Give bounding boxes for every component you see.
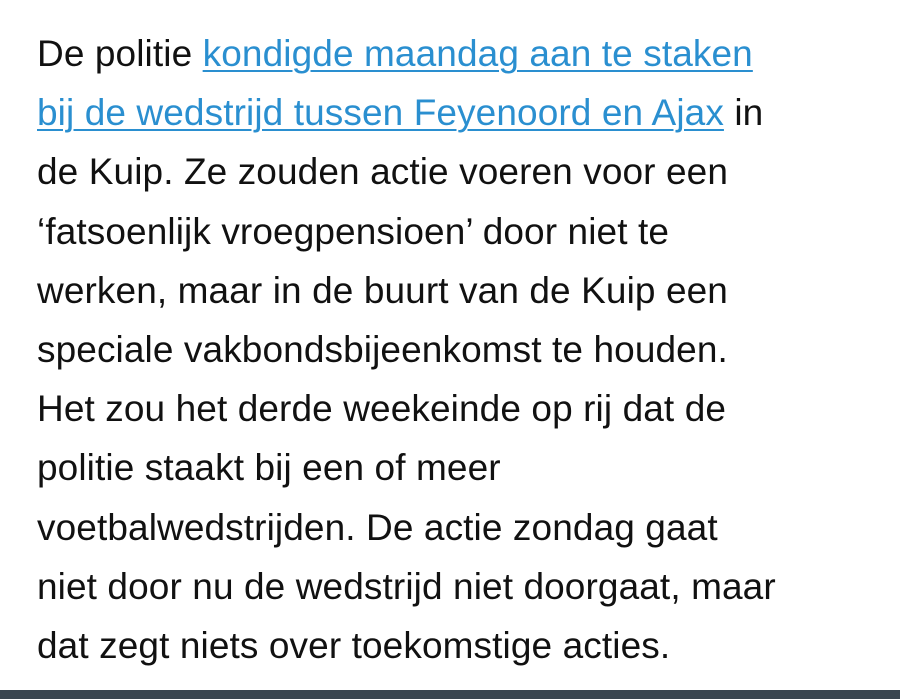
article-line-9: voetbalwedstrijden. De actie zondag gaat — [37, 506, 718, 548]
article-line-8: politie staakt bij een of meer — [37, 447, 501, 489]
article-line-4: ‘fatsoenlijk vroegpensioen’ door niet te — [37, 210, 670, 252]
article-text: in — [723, 92, 764, 134]
article-line-5: werken, maar in de buurt van de Kuip een — [37, 269, 728, 311]
article-line-11: dat zegt niets over toekomstige acties. — [37, 625, 671, 667]
article-line-2 — [37, 83, 867, 142]
article-line-1 — [37, 24, 867, 83]
article-paragraph — [37, 24, 867, 675]
article-line-7: Het zou het derde weekeinde op rij dat de — [37, 388, 727, 430]
bottom-bar — [0, 690, 900, 699]
article-text: De politie — [37, 33, 203, 74]
article-line-6: speciale vakbondsbijeenkomst te houden. — [37, 329, 728, 371]
article-link-part-1[interactable]: kondigde maandag aan te staken — [202, 33, 753, 74]
article-link-part-2[interactable]: bij de wedstrijd tussen Feyenoord en Ajax — [37, 92, 724, 134]
article-line-10: niet door nu de wedstrijd niet doorgaat, maar — [37, 565, 776, 607]
article-line-3: de Kuip. Ze zouden actie voeren voor een — [37, 151, 729, 193]
